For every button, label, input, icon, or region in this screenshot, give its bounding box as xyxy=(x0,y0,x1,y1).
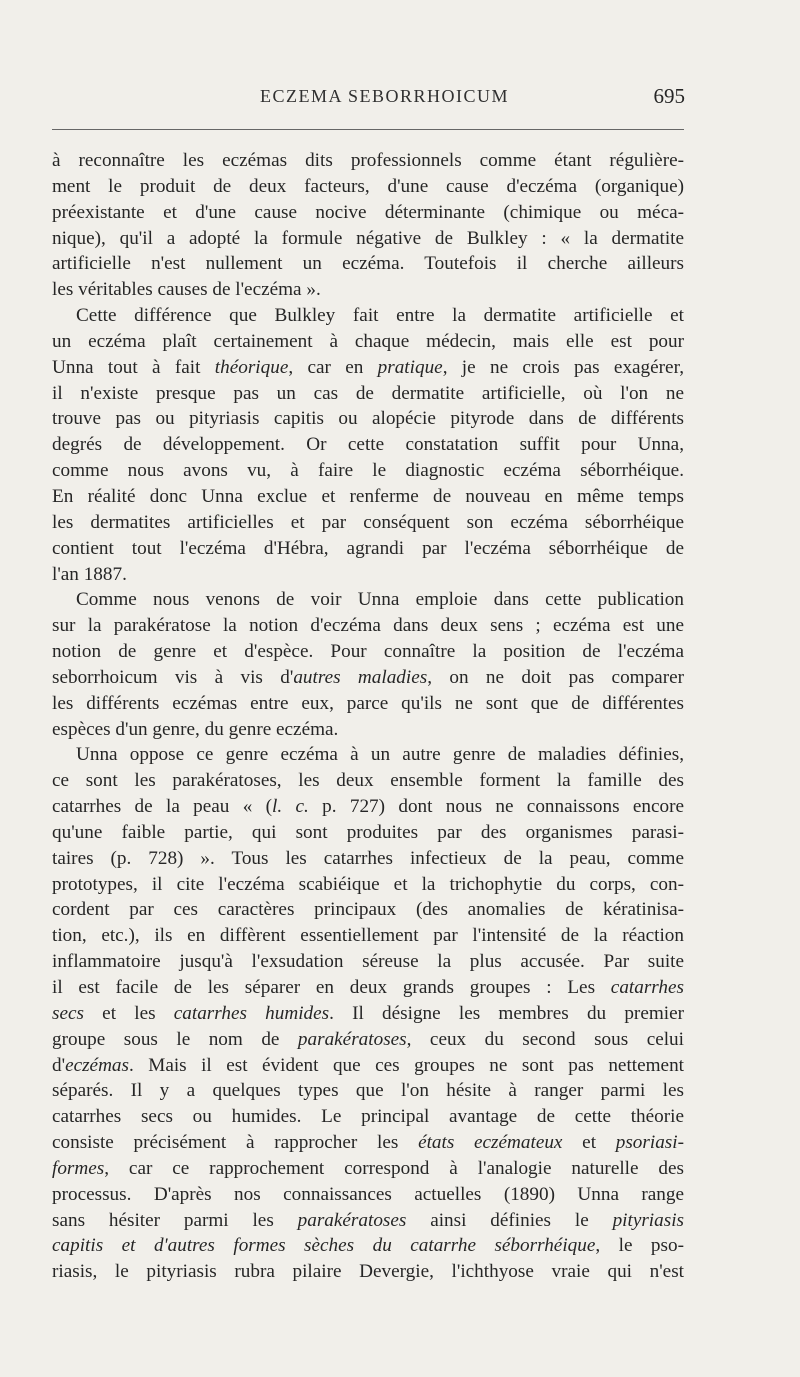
italic-text: catarrhes xyxy=(610,977,684,998)
text-run: sans hésiter parmi les xyxy=(52,1209,298,1231)
text-run: , car en xyxy=(288,356,378,378)
text-line: les véritables causes de l'eczéma ». xyxy=(52,279,321,301)
text-line: tion, etc.), ils en diffèrent essentiellement par l'intensité de la réaction xyxy=(52,925,684,947)
italic-text: autres maladies xyxy=(293,666,428,688)
text-line: cordent par ces caractères principaux (des anomalies de kératinisa- xyxy=(52,899,684,921)
book-page xyxy=(52,0,697,1377)
text-line: à reconnaître les eczémas dits professionnels comme étant régulière- xyxy=(52,150,684,171)
text-line xyxy=(52,1156,684,1182)
text-line: ment le produit de deux facteurs, d'une cause d'eczéma (organique) xyxy=(52,175,684,197)
italic-text: capitis et d'autres formes sèches du catarrhe séborrhéique xyxy=(52,1235,596,1257)
text-line xyxy=(52,1001,684,1027)
text-line xyxy=(52,1208,684,1234)
text-run: Unna tout à fait xyxy=(52,356,215,378)
text-run: . Il désigne les membres du premier xyxy=(329,1002,684,1024)
text-run: il est facile de les séparer en deux grands groupes : Les xyxy=(52,977,611,998)
italic-text: états eczémateux xyxy=(418,1132,563,1154)
page-number: 695 xyxy=(653,84,685,108)
text-line xyxy=(52,1233,684,1259)
text-run: catarrhes de la peau « ( xyxy=(52,796,273,818)
text-line: Comme nous venons de voir Unna emploie dans cette publication xyxy=(76,589,684,611)
italic-text: parakératoses xyxy=(297,1209,407,1231)
italic-text: secs xyxy=(52,1002,84,1024)
text-line: trouve pas ou pityriasis capitis ou alopécie pityrode dans de différents xyxy=(52,408,684,430)
text-run: , car ce rapprochement correspond à l'analogie naturelle des xyxy=(104,1157,684,1179)
italic-text: théorique xyxy=(214,356,289,378)
text-line: Cette différence que Bulkley fait entre la dermatite artificielle et xyxy=(76,305,684,327)
text-line: sur la parakératose la notion d'eczéma dans deux sens ; eczéma est une xyxy=(52,615,684,637)
text-line: catarrhes secs ou humides. Le principal avantage de cette théorie xyxy=(52,1106,684,1128)
running-head: ECZEMA SEBORRHOICUM xyxy=(260,86,510,106)
text-run: d' xyxy=(52,1054,66,1076)
text-line: qu'une faible partie, qui sont produites par des organismes parasi- xyxy=(52,821,684,843)
text-line: inflammatoire jusqu'à l'exsudation séreuse la plus accusée. Par suite xyxy=(52,951,684,973)
text-run: et les xyxy=(83,1002,174,1024)
text-line: riasis, le pityriasis rubra pilaire Devergie, l'ichthyose vraie qui n'est xyxy=(52,1261,684,1283)
text-line: les dermatites artificielles et par conséquent son eczéma séborrhéique xyxy=(52,511,684,533)
italic-text: pratique xyxy=(377,356,443,378)
page-header xyxy=(52,86,697,112)
text-line: nique), qu'il a adopté la formule négative de Bulkley : « la dermatite xyxy=(52,227,684,249)
text-run: , on ne doit pas comparer xyxy=(427,666,684,688)
text-run: p. 727) dont nous ne connaissons encore xyxy=(308,796,684,818)
text-line: Unna oppose ce genre eczéma à un autre genre de maladies définies, xyxy=(76,744,684,766)
italic-text: pityriasis xyxy=(612,1209,684,1231)
italic-text: eczémas xyxy=(65,1054,129,1076)
text-run: , je ne crois pas exagérer, xyxy=(442,356,684,378)
header-rule xyxy=(52,129,684,130)
text-run: groupe sous le nom de xyxy=(52,1028,298,1050)
text-run: et xyxy=(562,1132,616,1154)
text-run: consiste précisément à rapprocher les xyxy=(52,1132,419,1154)
text-line xyxy=(52,355,684,381)
text-run: . Mais il est évident que ces groupes ne sont pas nettement xyxy=(129,1054,684,1076)
text-line: contient tout l'eczéma d'Hébra, agrandi par l'eczéma séborrhéique de xyxy=(52,537,684,559)
italic-text: psoriasi- xyxy=(615,1132,684,1154)
text-line: comme nous avons vu, à faire le diagnostic eczéma séborrhéique. xyxy=(52,460,684,482)
text-run: , le pso- xyxy=(595,1235,684,1257)
body-text xyxy=(52,148,684,1285)
text-line xyxy=(52,794,684,820)
text-line xyxy=(52,1053,684,1079)
text-line: processus. D'après nos connaissances actuelles (1890) Unna range xyxy=(52,1183,684,1205)
text-line: les différents eczémas entre eux, parce qu'ils ne sont que de différentes xyxy=(52,692,684,714)
italic-text: parakératoses xyxy=(297,1028,407,1050)
text-run: ainsi définies le xyxy=(406,1209,613,1231)
text-line: taires (p. 728) ». Tous les catarrhes infectieux de la peau, comme xyxy=(52,847,684,869)
italic-text: formes xyxy=(52,1157,105,1179)
text-line: il n'existe presque pas un cas de dermatite artificielle, où l'on ne xyxy=(52,382,684,404)
text-line xyxy=(52,665,684,691)
text-line: notion de genre et d'espèce. Pour connaître la position de l'eczéma xyxy=(52,641,684,663)
text-line: artificielle n'est nullement un eczéma. Toutefois il cherche ailleurs xyxy=(52,253,684,275)
text-line: ce sont les parakératoses, les deux ensemble forment la famille des xyxy=(52,770,684,792)
text-line: un eczéma plaît certainement à chaque médecin, mais elle est pour xyxy=(52,330,684,352)
italic-text: catarrhes humides xyxy=(173,1002,330,1024)
text-line: l'an 1887. xyxy=(52,563,127,585)
text-line: degrés de développement. Or cette constatation suffit pour Unna, xyxy=(52,434,684,456)
text-line: séparés. Il y a quelques types que l'on hésite à ranger parmi les xyxy=(52,1080,684,1102)
text-line: préexistante et d'une cause nocive déterminante (chimique ou méca- xyxy=(52,201,684,223)
text-line xyxy=(52,1130,684,1156)
text-line xyxy=(52,975,684,1001)
text-line xyxy=(52,1027,684,1053)
text-line: prototypes, il cite l'eczéma scabiéique et la trichophytie du corps, con- xyxy=(52,873,684,895)
text-line: espèces d'un genre, du genre eczéma. xyxy=(52,718,339,740)
text-run: seborrhoicum vis à vis d' xyxy=(52,666,294,688)
italic-text: l. c. xyxy=(272,796,309,818)
text-run: , ceux du second sous celui xyxy=(406,1028,684,1050)
text-line: En réalité donc Unna exclue et renferme de nouveau en même temps xyxy=(52,485,684,507)
